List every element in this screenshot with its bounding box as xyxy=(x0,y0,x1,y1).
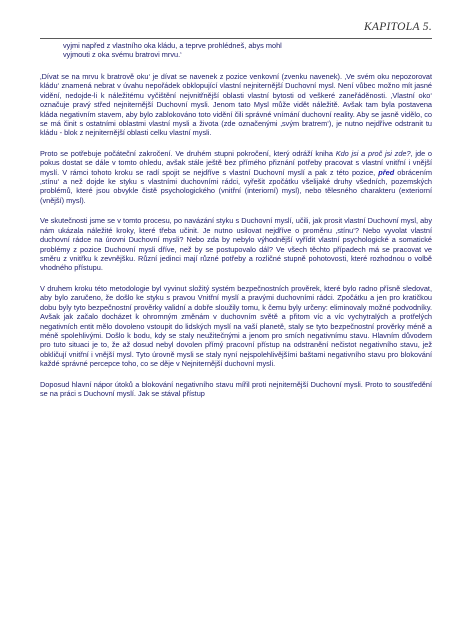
paragraph-2 xyxy=(40,149,432,206)
page-body xyxy=(40,41,432,399)
quote-line-2: vyjmouti z oka svému bratrovi mrvu.‘ xyxy=(63,50,182,60)
paragraph-2-part-2: , jde o pokus dostat se dále v tomto ohledu, avšak stále ještě bez přímého přiznání potřeby pracovat s vlastní vnitřní i vnější myslí. V rámci tohoto kroku se radí spojit se nejdříve s vlastní Duchovní myslí a pak z této pozice, xyxy=(40,148,432,177)
chapter-header: KAPITOLA 5. xyxy=(363,21,432,33)
scripture-quote xyxy=(63,41,432,60)
paragraph-3: Ve skutečnosti jsme se v tomto procesu, po navázání styku s Duchovní myslí, učili, jak prosit vlastní Duchovní mysl, aby nám ukázala náležité kroky, které třeba učinit. Je nutno usilovat nejdříve o proměnu ‚stínu‘? Nebo vyvolat vlastní duchovní rádce na úrovni Duchovní mysli? Nebo zda by nebylo výhodnější vyřídit vlastní psychologické a somatické problémy z pozice Duchovní mysli dříve, než by se postupovalo dál? Ve všech těchto případech má se pracovat ve směru z vnitřku k zevnějšku. Různí jedinci mají různé potřeby a rozličné stupně pohotovosti, které rozhodnou o volbě vhodného přístupu. xyxy=(40,216,432,273)
header-rule xyxy=(40,38,432,39)
emphasis-word: před xyxy=(378,167,395,177)
book-title: Kdo jsi a proč jsi zde? xyxy=(335,148,411,158)
paragraph-2-part-1: Proto se potřebuje počáteční zakročení. Ve druhém stupni pokročení, který odráží kniha xyxy=(40,148,336,158)
quote-line-1: vyjmi napřed z vlastního oka kládu, a teprve prohlédneš, abys mohl xyxy=(63,41,282,50)
paragraph-2-part-3: obrácením ‚stínu‘ a než dojde ke styku s vlastními duchovními rádci, vyřešit zpočátku všelijaké druhy všedních, pozemských problémů, které jsou obvykle čistě psychologického (vnitřní (interiorní) mysl), nebo tělesného charakteru (exteriorní (vnější) mysl). xyxy=(40,167,432,205)
paragraph-5: Doposud hlavní nápor útoků a blokování negativního stavu mířil proti nejniternější Duchovní mysli. Proto to soustředění se na práci s Duchovní myslí. Jak se stával přístup xyxy=(40,379,432,399)
paragraph-4: V druhem kroku této metodologie byl vyvinut složitý systém bezpečnostních prověrek, které bylo radno přísně sledovat, aby bylo zaručeno, že došlo ke styku s pravou Vnitřní myslí a pravými duchovními rádci. Zpočátku a jen pro kratičkou dobu byly tyto bezpečnostní prověrky validní a dobře sloužily tomu, k čemu byly určeny: eliminovaly možné podvodníky. Avšak jak začalo docházet k ohromným změnám v duchovním světě a přitom víc a víc vychytralých a protřelých negativních entit mělo dovoleno vstoupit do lidských myslí na vaší planetě, staly se tyto bezpečnostní prověrky méně a méně spolehlivými. Došlo k bodu, kdy se staly neužitečnými a jenom pro smích negativnímu stavu. Hlavním důvodem pro tuto situaci je to, že až dosud nebyl dovolen přímý pracovní přístup na odstranění nečistot negativního stavu, jež obkličují vnitřní i vnější mysl. Tyto úrovně mysli se staly nyní nejspolehlivějšími baštami negativního stavu pro blokování každé správné percepce toho, co se děje v Nejniternější duchovní mysli. xyxy=(40,283,432,369)
paragraph-1: ‚Dívat se na mrvu k bratrově oku‘ je dívat se navenek z pozice venkovní (zvenku navenek). ‚Ve svém oku nepozorovat kládu‘ znamená nebrat v úvahu nepořádek obklopující vlastní nejniternější Duchovní mysl. Není vůbec možno mít jasné vidění, nedojde-li k náležitému vyčištění nejvnitřnější oblasti vlastní bytosti od veškeré zaneřáděnosti. ‚Vlastní oko‘ označuje pravý střed nejniternější Duchovní mysli. Jenom tato Mysl může vidět náležitě. Avšak tam byla postavena kláda negativním stavem, aby bylo zablokováno toto vidění čili správné vnímání duchovní reality. Aby se jasně vidělo, co se má činit s ostatními oblastmi vlastní mysli a života (zde označenými ‚svým bratrem‘), je nutno nejdříve odstranit tu kládu - blok z nejniternější oblasti celku vlastní mysli. xyxy=(40,71,432,138)
